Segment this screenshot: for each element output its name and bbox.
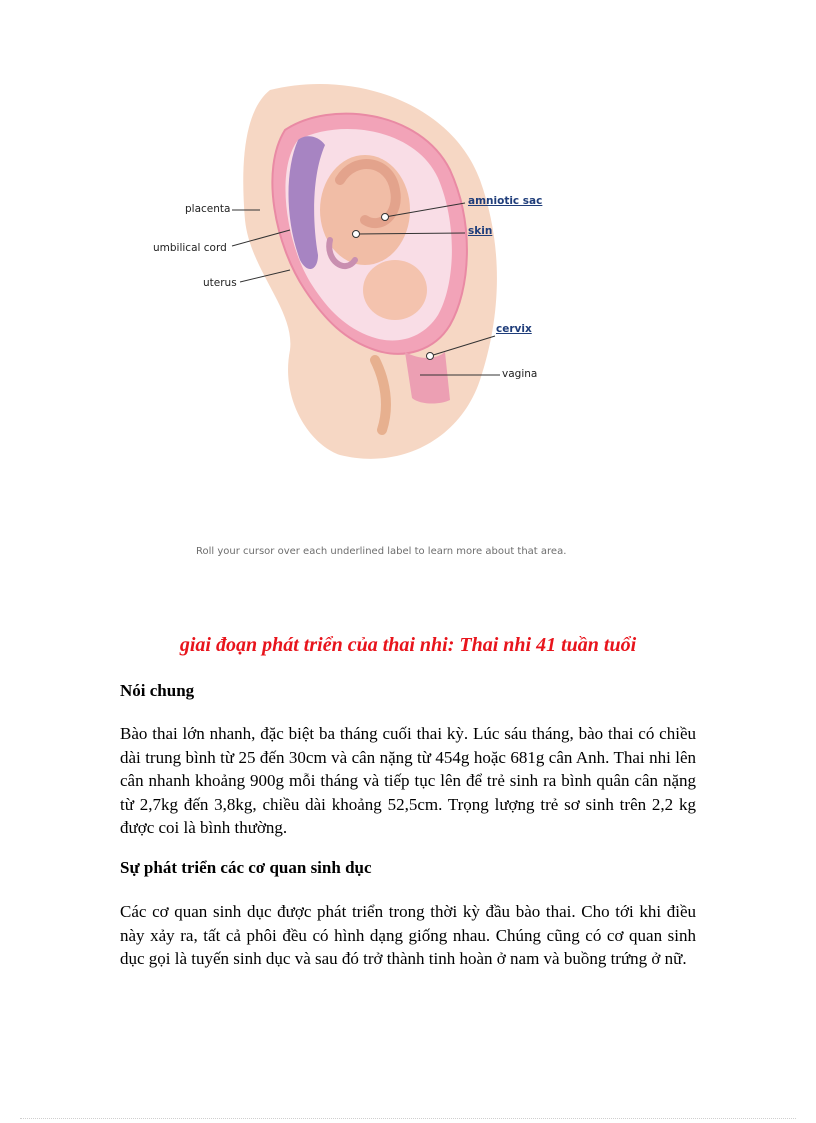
label-umbilical-cord: umbilical cord [153, 242, 227, 254]
label-skin[interactable]: skin [468, 225, 493, 237]
section-body-genital-development: Các cơ quan sinh dục được phát triển trong thời kỳ đầu bào thai. Cho tới khi điều này xảy ra, tất cả phôi đều có hình dạng giống nhau. Chúng cũng có cơ quan sinh dục gọi là tuyến sinh dục và sau đó trở thành tinh hoàn ở nam và buồng trứng ở nữ. [120, 902, 696, 968]
label-uterus: uterus [203, 277, 237, 289]
document-title: giai đoạn phát triển của thai nhi: Thai nhi 41 tuần tuổi [179, 634, 637, 656]
cervix-marker [427, 353, 434, 360]
fetus-anatomy-illustration [150, 60, 550, 470]
section-heading-general: Nói chung [120, 681, 195, 700]
skin-marker [353, 231, 360, 238]
cervix-shape [405, 352, 450, 404]
section-body-general: Bào thai lớn nhanh, đặc biệt ba tháng cuối thai kỳ. Lúc sáu tháng, bào thai có chiều dài trung bình từ 25 đến 30cm và cân nặng từ 454g hoặc 681g cân Anh. Thai nhi lên cân nhanh khoảng 900g mỗi tháng và tiếp tục lên để trẻ sinh ra bình quân cân nặng từ 2,7kg đến 3,8kg, chiều dài khoảng 52,5cm. Trọng lượng trẻ sơ sinh trên 2,2 kg được coi là bình thường. [120, 724, 696, 837]
label-vagina: vagina [502, 368, 538, 380]
section-heading-genital-development: Sự phát triển các cơ quan sinh dục [120, 858, 372, 877]
anatomy-drawing [150, 60, 550, 470]
amniotic-sac-marker [382, 214, 389, 221]
page-bottom-divider [20, 1118, 796, 1119]
label-cervix[interactable]: cervix [496, 323, 532, 335]
fetus-head [363, 260, 427, 320]
label-amniotic-sac[interactable]: amniotic sac [468, 195, 543, 207]
figure-caption: Roll your cursor over each underlined label to learn more about that area. [196, 546, 567, 557]
label-placenta: placenta [185, 203, 231, 215]
